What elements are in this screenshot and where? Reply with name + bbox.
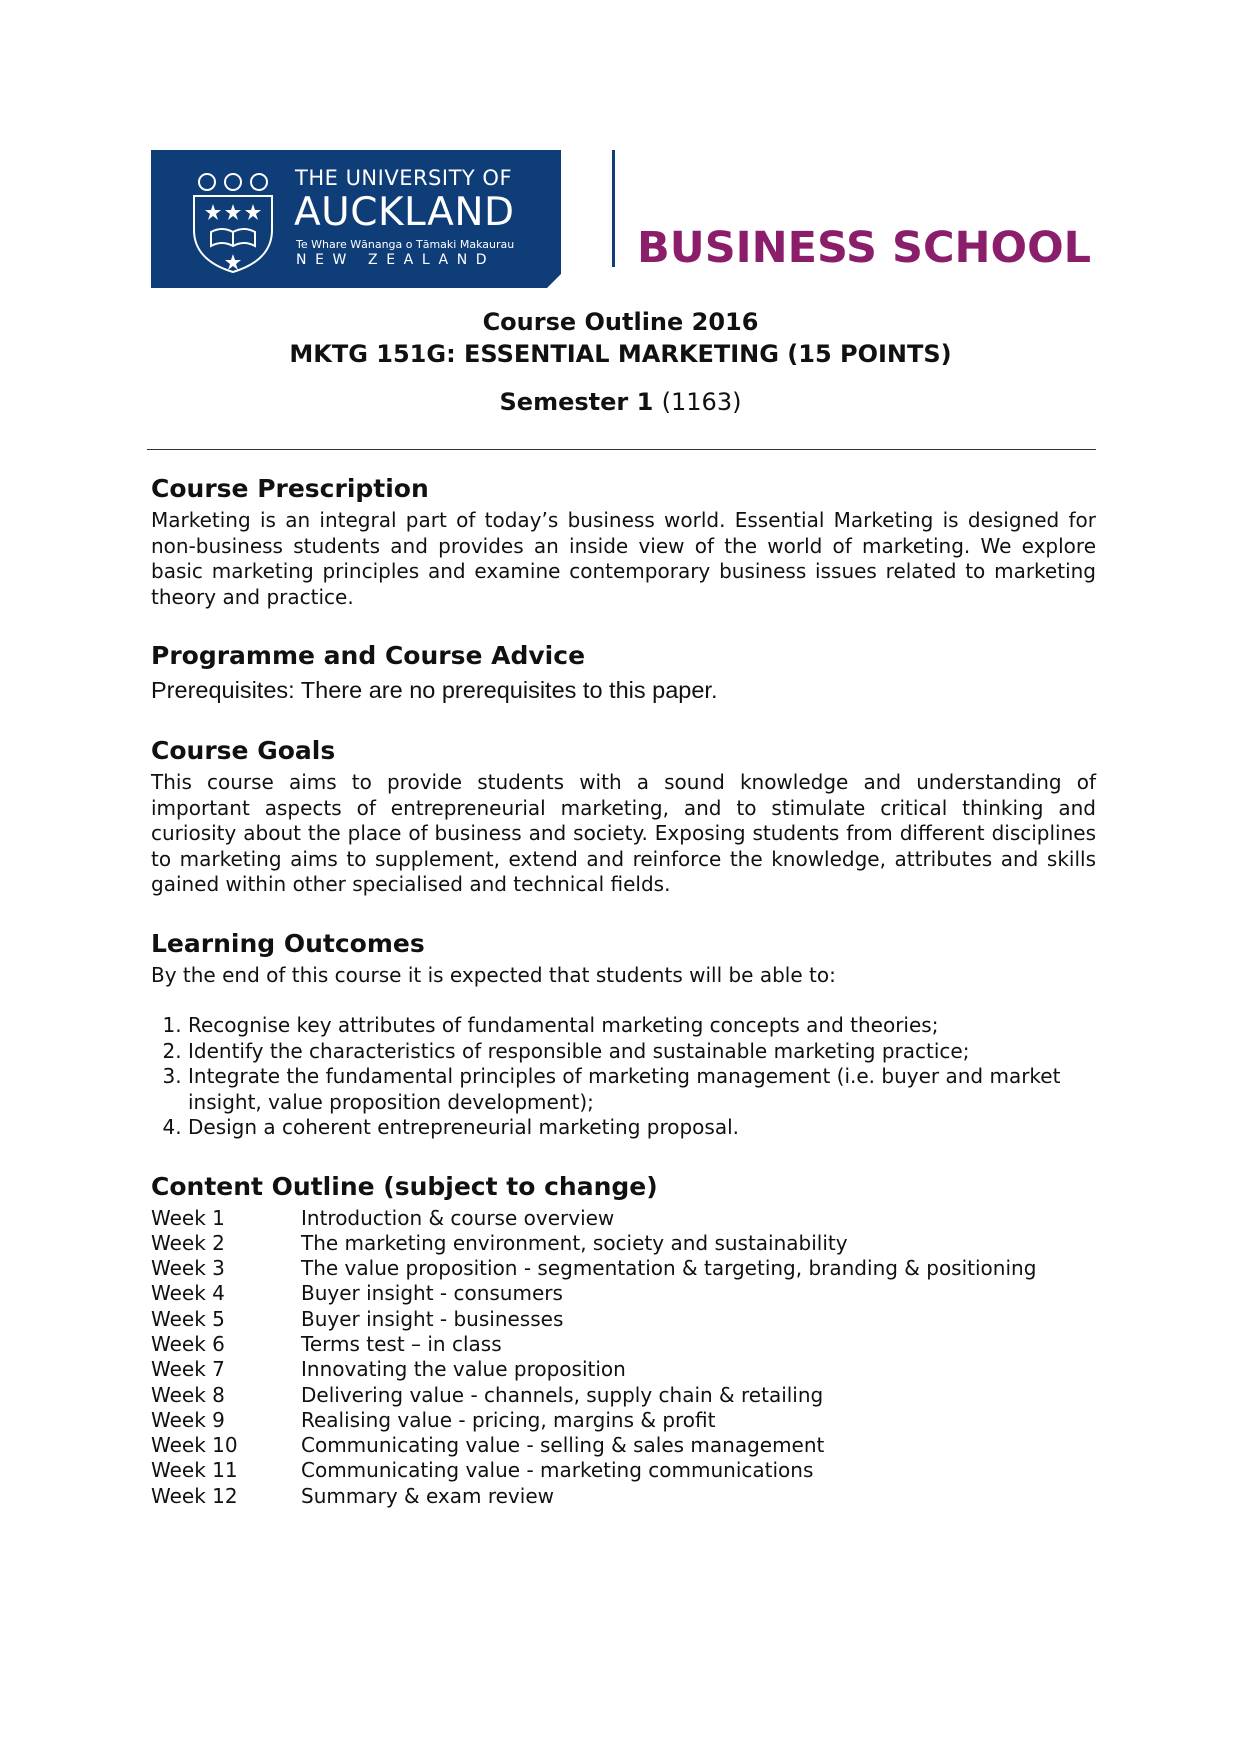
logo-line-university-of: THE UNIVERSITY OF (295, 166, 513, 190)
week-row (151, 1307, 1096, 1332)
week-row (151, 1332, 1096, 1357)
prescription-text: Marketing is an integral part of today’s business world. Essential Marketing is designed for non-business students and provides an inside view of the world of marketing. We explore basic marketing principles and examine contemporary business issues related to marketing theory and practice. (151, 508, 1096, 609)
semester-line (0, 388, 1241, 416)
week-topic: Buyer insight - businesses (301, 1306, 564, 1331)
week-row (151, 1484, 1096, 1509)
list-item: 1. Recognise key attributes of fundamental marketing concepts and theories; (188, 1013, 1096, 1039)
week-topic: Communicating value - selling & sales management (301, 1433, 825, 1458)
list-item: 2. Identify the characteristics of responsible and sustainable marketing practice; (188, 1039, 1096, 1065)
week-label: Week 6 (151, 1331, 225, 1356)
advice-heading: Programme and Course Advice (151, 641, 586, 670)
week-row (151, 1458, 1096, 1483)
week-label: Week 8 (151, 1382, 225, 1407)
week-row (151, 1357, 1096, 1382)
section-advice (151, 637, 1096, 705)
week-label: Week 3 (151, 1256, 225, 1281)
list-item: 4. Design a coherent entrepreneurial marketing proposal. (188, 1115, 1096, 1141)
advice-text: Prerequisites: There are no prerequisites to this paper. (151, 677, 718, 703)
crest-icon (191, 170, 275, 274)
logo-line-maori-name: Te Whare Wānanga o Tāmaki Makaurau (296, 238, 515, 251)
university-logo (151, 150, 561, 288)
week-row (151, 1408, 1096, 1433)
outcomes-heading: Learning Outcomes (151, 928, 425, 958)
week-topic: Delivering value - channels, supply chain & retailing (301, 1382, 824, 1407)
document-title: Course Outline 2016 (482, 308, 759, 336)
week-row (151, 1383, 1096, 1408)
week-schedule (151, 1206, 1096, 1510)
outcomes-intro: By the end of this course it is expected that students will be able to: (151, 962, 836, 987)
prescription-heading: Course Prescription (151, 474, 429, 503)
week-topic: Innovating the value proposition (301, 1357, 626, 1382)
week-label: Week 5 (151, 1306, 225, 1331)
list-item: 3. Integrate the fundamental principles of marketing management (i.e. buyer and market insight, value proposition development); (188, 1064, 1096, 1115)
logo-notch (547, 274, 561, 288)
week-topic: The marketing environment, society and sustainability (301, 1230, 848, 1255)
week-label: Week 1 (151, 1205, 225, 1230)
week-topic: Buyer insight - consumers (301, 1281, 563, 1306)
section-outcomes (151, 925, 1096, 1141)
logo-line-auckland: AUCKLAND (294, 190, 515, 235)
week-topic: Realising value - pricing, margins & profit (301, 1407, 716, 1432)
week-topic: The value proposition - segmentation & targeting, branding & positioning (301, 1256, 1037, 1281)
outcomes-list (151, 1013, 1096, 1141)
week-label: Week 12 (151, 1483, 238, 1508)
week-topic: Communicating value - marketing communications (301, 1458, 814, 1483)
week-label: Week 2 (151, 1230, 225, 1255)
business-school-title: BUSINESS SCHOOL (637, 223, 1092, 273)
week-label: Week 11 (151, 1458, 238, 1483)
document-body (151, 470, 1096, 1536)
content-heading: Content Outline (subject to change) (151, 1171, 658, 1201)
week-topic: Summary & exam review (301, 1483, 554, 1508)
week-topic: Introduction & course overview (301, 1205, 615, 1230)
course-title: MKTG 151G: ESSENTIAL MARKETING (15 POINTS) (289, 340, 952, 368)
logo-divider (612, 150, 615, 267)
week-row (151, 1281, 1096, 1306)
week-label: Week 10 (151, 1433, 238, 1458)
week-label: Week 7 (151, 1357, 225, 1382)
semester-label: Semester 1 (499, 388, 654, 416)
section-content-outline (151, 1168, 1096, 1510)
logo-line-new-zealand: NEW ZEALAND (296, 252, 496, 268)
section-goals (151, 732, 1096, 898)
header-divider (147, 449, 1096, 450)
week-row (151, 1433, 1096, 1458)
week-label: Week 9 (151, 1407, 225, 1432)
week-label: Week 4 (151, 1281, 225, 1306)
goals-text: This course aims to provide students with a sound knowledge and understanding of important aspects of entrepreneurial marketing, and to stimulate critical thinking and curiosity about the place of business and society. Exposing students from different disciplines to marketing aims to supplement, extend and reinforce the knowledge, attributes and skills gained within other specialised and technical fields. (151, 770, 1096, 896)
semester-code: (1163) (661, 388, 742, 416)
week-row (151, 1231, 1096, 1256)
section-prescription (151, 470, 1096, 610)
goals-heading: Course Goals (151, 736, 336, 765)
week-topic: Terms test – in class (301, 1331, 502, 1356)
week-row (151, 1256, 1096, 1281)
week-row (151, 1206, 1096, 1231)
